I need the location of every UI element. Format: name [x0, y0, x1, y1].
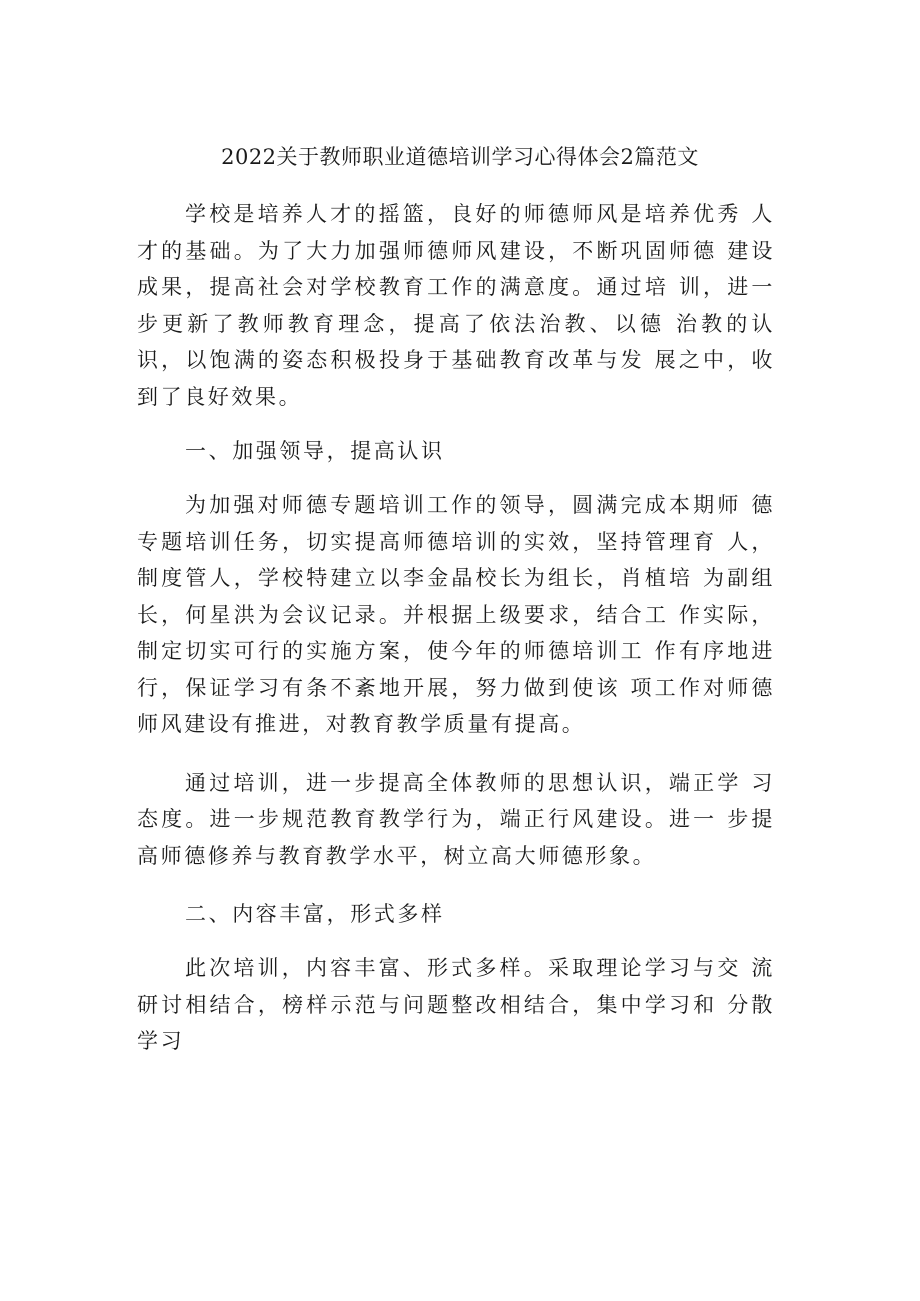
section-2-paragraph-1: 此次培训，内容丰富、形式多样。采取理论学习与交 流研讨相结合，榜样示范与问题整改相结合，集中学习和 分散学习	[137, 956, 775, 1053]
section-2-heading: 二、内容丰富，形式多样	[185, 902, 445, 926]
section-1-paragraph-1: 为加强对师德专题培训工作的领导，圆满完成本期师 德专题培训任务，切实提高师德培训的实效，坚持管理育 人，制度管人，学校特建立以李金晶校长为组长，肖植培 为副组长，何星洪为会议记录。并根据上级要求，结合工 作实际，制定切实可行的实施方案，使今年的师德培训工 作有序地进行，保证学习有条不紊地开展，努力做到使该 项工作对师德师风建设有推进，对教育教学质量有提高。	[137, 493, 775, 736]
intro-paragraph: 学校是培养人才的摇篮，良好的师德师风是培养优秀 人才的基础。为了大力加强师德师风建设，不断巩固师德 建设成果，提高社会对学校教育工作的满意度。通过培 训，进一步更新了教师教育理念，提高了依法治教、以德 治教的认识，以饱满的姿态积极投身于基础教育改革与发 展之中，收到了良好效果。	[137, 202, 775, 409]
section-1-paragraph-2: 通过培训，进一步提高全体教师的思想认识，端正学 习态度。进一步规范教育教学行为，端正行风建设。进一 步提高师德修养与教育教学水平，树立高大师德形象。	[137, 770, 775, 868]
document-body	[137, 196, 775, 1060]
document-title: 2022关于教师职业道德培训学习心得体会2篇范文	[221, 145, 699, 169]
section-1-heading: 一、加强领导，提高认识	[185, 439, 445, 463]
